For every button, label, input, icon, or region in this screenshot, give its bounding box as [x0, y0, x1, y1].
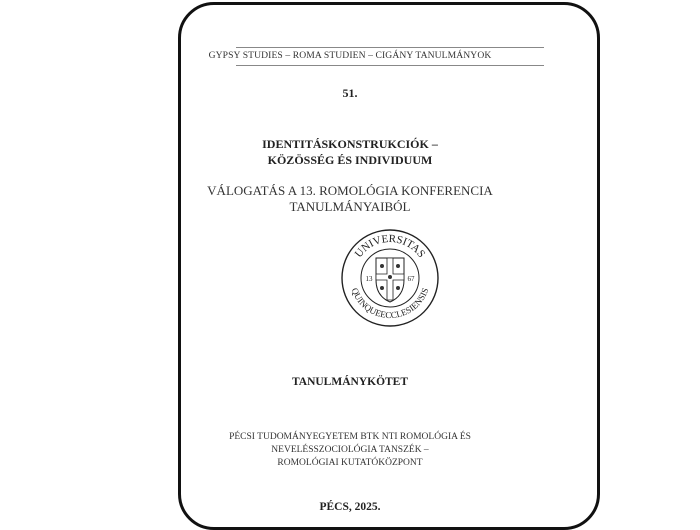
svg-text:13: 13 — [365, 275, 373, 283]
svg-text:67: 67 — [407, 275, 415, 283]
volume-number: 51. — [342, 86, 358, 100]
place-year: PÉCS, 2025. — [319, 501, 381, 513]
svg-text:UNIVERSITAS: UNIVERSITAS — [352, 232, 428, 261]
title-line: KÖZÖSSÉG ÉS INDIVIDUUM — [267, 153, 433, 167]
subtitle-line: TANULMÁNYAIBÓL — [289, 199, 411, 214]
subtitle-line: VÁLOGATÁS A 13. ROMOLÓGIA KONFERENCIA — [207, 183, 493, 198]
header-rule-bottom — [236, 65, 544, 66]
series-header: GYPSY STUDIES – ROMA STUDIEN – CIGÁNY TANULMÁNYOK — [208, 50, 492, 61]
title-line: IDENTITÁSKONSTRUKCIÓK – — [262, 137, 438, 151]
institution-line: NEVELÉSSZOCIOLÓGIA TANSZÉK – — [271, 445, 429, 455]
book-title — [0, 136, 700, 168]
book-subtitle — [0, 183, 700, 215]
book-type: TANULMÁNYKÖTET — [291, 376, 409, 388]
header-rule-top — [236, 47, 544, 48]
institution — [0, 431, 700, 470]
svg-text:QUINQUEECCLESIENSIS: QUINQUEECCLESIENSIS — [349, 286, 431, 321]
university-seal-logo — [340, 228, 440, 328]
institution-line: ROMOLÓGIAI KUTATÓKÖZPONT — [277, 458, 423, 468]
institution-line: PÉCSI TUDOMÁNYEGYETEM BTK NTI ROMOLÓGIA ÉS — [229, 432, 471, 442]
